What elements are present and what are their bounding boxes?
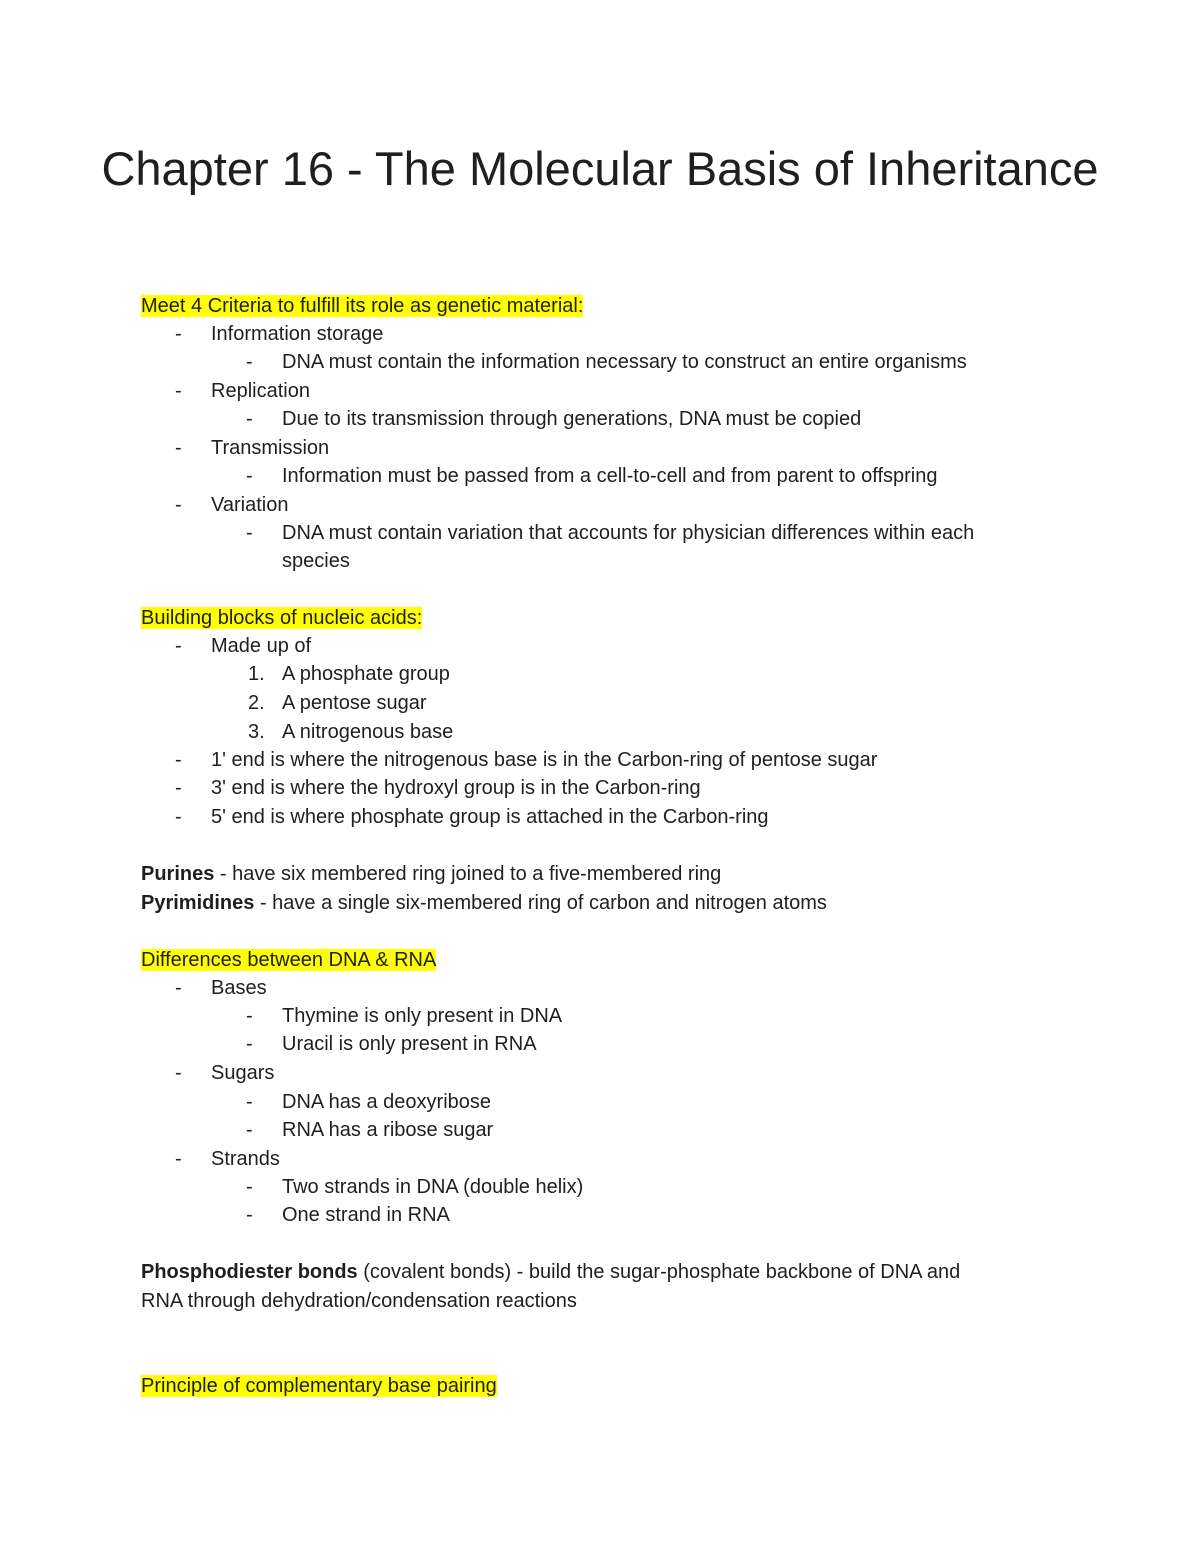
dash-bullet: - xyxy=(175,437,182,459)
dash-bullet: - xyxy=(246,408,253,430)
list-subitem: Due to its transmission through generations, DNA must be copied xyxy=(282,408,862,430)
list-item: Made up of xyxy=(211,635,312,657)
dash-bullet: - xyxy=(175,1148,182,1170)
dash-bullet: - xyxy=(175,494,182,516)
dash-bullet: - xyxy=(246,1119,253,1141)
dash-bullet: - xyxy=(246,465,253,487)
section-heading-criteria: Meet 4 Criteria to fulfill its role as genetic material: xyxy=(141,295,584,317)
definition-phosphodiester: Phosphodiester bonds (covalent bonds) - build the sugar-phosphate backbone of DNA and xyxy=(141,1261,961,1283)
list-subitem: Two strands in DNA (double helix) xyxy=(282,1176,584,1198)
dash-bullet: - xyxy=(246,1033,253,1055)
list-subitem: DNA has a deoxyribose xyxy=(282,1091,492,1113)
dash-bullet: - xyxy=(175,380,182,402)
list-subitem: Information must be passed from a cell-to-cell and from parent to offspring xyxy=(282,465,938,487)
dash-bullet: - xyxy=(175,977,182,999)
definition-phosphodiester-continued: RNA through dehydration/condensation reactions xyxy=(141,1290,577,1312)
section-heading-building-blocks: Building blocks of nucleic acids: xyxy=(141,607,423,629)
list-item: Bases xyxy=(211,977,267,999)
list-number: 3. xyxy=(248,721,265,743)
dash-bullet: - xyxy=(246,1005,253,1027)
list-item: Information storage xyxy=(211,323,384,345)
dash-bullet: - xyxy=(246,351,253,373)
dash-bullet: - xyxy=(246,522,253,544)
dash-bullet: - xyxy=(175,635,182,657)
definition-pyrimidines: Pyrimidines - have a single six-membered ring of carbon and nitrogen atoms xyxy=(141,892,827,914)
section-heading-base-pairing: Principle of complementary base pairing xyxy=(141,1375,497,1397)
numbered-item: A nitrogenous base xyxy=(282,721,454,743)
dash-bullet: - xyxy=(175,323,182,345)
dash-bullet: - xyxy=(175,777,182,799)
list-item: Sugars xyxy=(211,1062,275,1084)
page-title: Chapter 16 - The Molecular Basis of Inheritance xyxy=(101,142,1099,195)
definition-purines: Purines - have six membered ring joined to a five-membered ring xyxy=(141,863,722,885)
list-item: Strands xyxy=(211,1148,280,1170)
list-subitem: DNA must contain variation that accounts for physician differences within each xyxy=(282,522,975,544)
list-subitem-continued: species xyxy=(282,550,350,572)
list-subitem: Thymine is only present in DNA xyxy=(282,1005,563,1027)
numbered-item: A phosphate group xyxy=(282,663,450,685)
dash-bullet: - xyxy=(246,1176,253,1198)
list-item: 5' end is where phosphate group is attached in the Carbon-ring xyxy=(211,806,769,828)
list-item: Variation xyxy=(211,494,289,516)
list-item: 3' end is where the hydroxyl group is in the Carbon-ring xyxy=(211,777,701,799)
list-subitem: Uracil is only present in RNA xyxy=(282,1033,537,1055)
dash-bullet: - xyxy=(246,1091,253,1113)
dash-bullet: - xyxy=(175,1062,182,1084)
dash-bullet: - xyxy=(175,806,182,828)
section-heading-differences: Differences between DNA & RNA xyxy=(141,949,437,971)
list-number: 1. xyxy=(248,663,265,685)
list-item: Replication xyxy=(211,380,310,402)
list-number: 2. xyxy=(248,692,265,714)
numbered-item: A pentose sugar xyxy=(282,692,427,714)
list-subitem: One strand in RNA xyxy=(282,1204,450,1226)
list-item: 1' end is where the nitrogenous base is in the Carbon-ring of pentose sugar xyxy=(211,749,878,771)
dash-bullet: - xyxy=(175,749,182,771)
list-subitem: RNA has a ribose sugar xyxy=(282,1119,494,1141)
list-item: Transmission xyxy=(211,437,330,459)
dash-bullet: - xyxy=(246,1204,253,1226)
list-subitem: DNA must contain the information necessary to construct an entire organisms xyxy=(282,351,967,373)
